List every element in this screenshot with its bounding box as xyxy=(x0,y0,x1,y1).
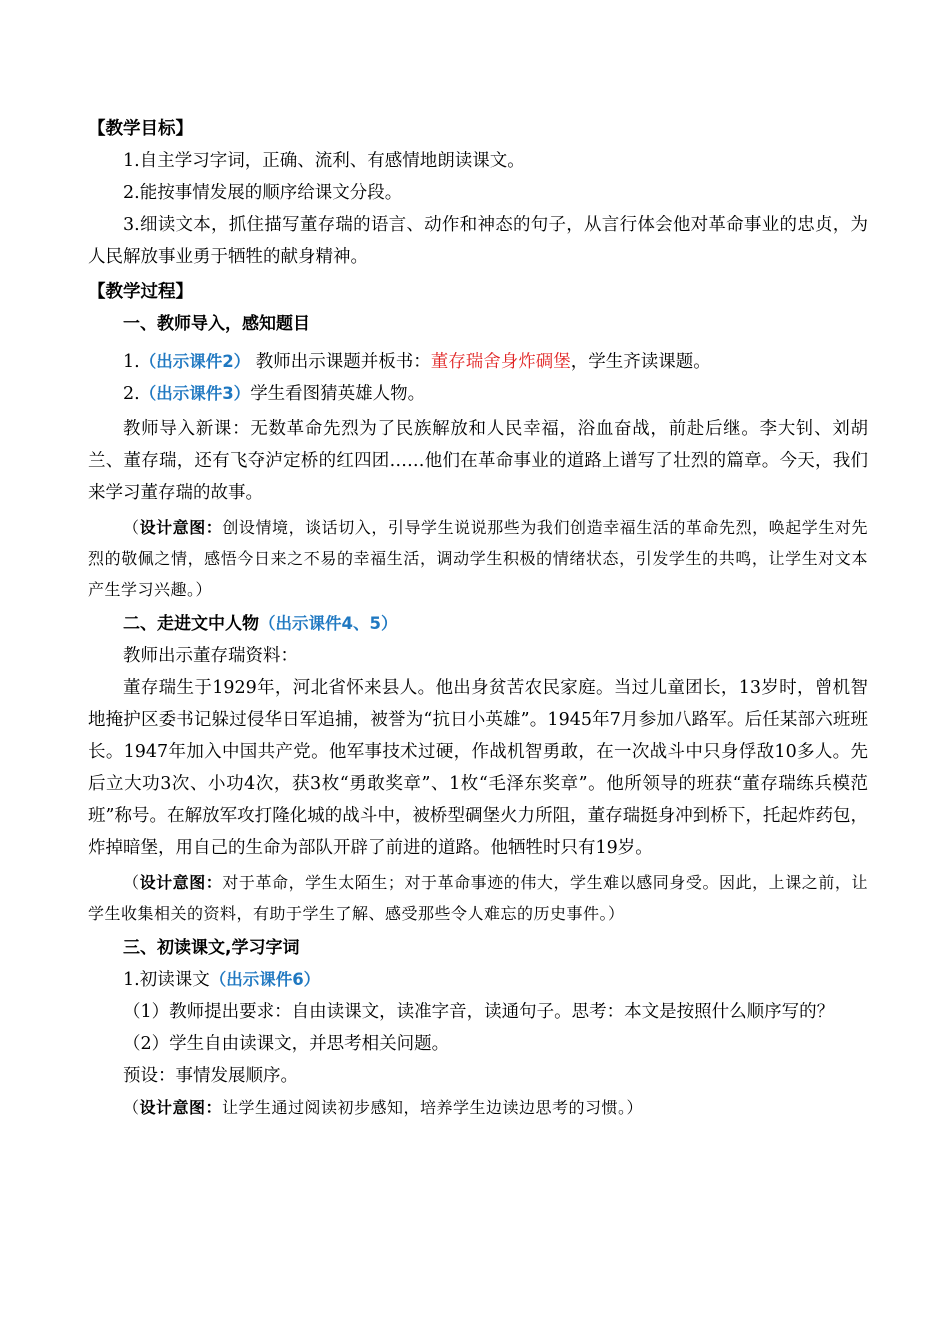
design-open-paren: （ xyxy=(123,873,140,892)
section-2-title-text: 二、走进文中人物 xyxy=(123,614,259,634)
courseware-tag: （出示课件6） xyxy=(209,970,321,989)
design-label: 设计意图： xyxy=(139,518,223,537)
courseware-tag: （出示课件4、5） xyxy=(259,614,398,633)
design-text: 创设情境，谈话切入，引导学生说说那些为我们创造幸福生活的革命先烈，唤起学生对先烈的敬佩之情，感悟今日来之不易的幸福生活，调动学生积极的情绪状态，引发学生的共鸣，让学生对文本产生学习兴趣。） xyxy=(88,518,868,599)
design-open-paren: （ xyxy=(123,1098,140,1117)
design-label: 设计意图： xyxy=(139,1098,223,1117)
step-number: 1. xyxy=(123,352,140,372)
design-open-paren: （ xyxy=(123,518,140,537)
design-text: 对于革命，学生太陌生；对于革命事迹的伟大，学生难以感同身受。因此，上课之前，让学生收集相关的资料，有助于学生了解、感受那些令人难忘的历史事件。） xyxy=(88,873,868,923)
step-text: 学生看图猜英雄人物。 xyxy=(250,384,426,404)
lesson-title-highlight: 董存瑞舍身炸碉堡 xyxy=(430,352,571,372)
section-1-step-2 xyxy=(88,378,868,410)
step-number: 2. xyxy=(123,384,140,404)
section-3-student-reading: （2）学生自由读课文，并思考相关问题。 xyxy=(123,1034,450,1054)
process-heading: 【教学过程】 xyxy=(88,282,193,302)
section-3-title: 三、初读课文,学习字词 xyxy=(123,938,300,958)
step-text: 教师出示课题并板书： xyxy=(250,352,431,372)
section-3-design-intent xyxy=(88,1092,868,1123)
section-1-step-1 xyxy=(88,346,868,378)
design-text: 让学生通过阅读初步感知，培养学生边读边思考的习惯。） xyxy=(222,1098,644,1117)
goal-item-3: 3.细读文本，抓住描写董存瑞的语言、动作和神态的句子，从言行体会他对革命事业的忠贞，为人民解放事业勇于牺牲的献身精神。 xyxy=(88,215,868,267)
step-text-end: ，学生齐读课题。 xyxy=(570,352,711,372)
section-3-preset-answer: 预设：事情发展顺序。 xyxy=(123,1066,298,1086)
section-2-biography: 董存瑞生于1929年，河北省怀来县人。他出身贫苦农民家庭。当过儿童团长，13岁时，曾机智地掩护区委书记躲过侵华日军追捕，被誉为“抗日小英雄”。1945年7月参加八路军。后任某部六班班长。1947年加入中国共产党。他军事技术过硬，作战机智勇敢，在一次战斗中只身俘敌10多人。先后立大功3次、小功4次，获3枚“勇敢奖章”、1枚“毛泽东奖章”。他所领导的班获“董存瑞练兵模范班”称号。在解放军攻打隆化城的战斗中，被桥型碉堡火力所阻，董存瑞挺身冲到桥下，托起炸药包，炸掉暗堡，用自己的生命为部队开辟了前进的道路。他牺牲时只有19岁。 xyxy=(88,678,868,858)
courseware-tag: （出示课件3） xyxy=(139,384,251,403)
section-1-intro-paragraph: 教师导入新课：无数革命先烈为了民族解放和人民幸福，浴血奋战，前赴后继。李大钊、刘胡兰、董存瑞，还有飞夺泸定桥的红四团……他们在革命事业的道路上谱写了壮烈的篇章。今天，我们来学习董存瑞的故事。 xyxy=(88,419,868,503)
goal-item-2: 2.能按事情发展的顺序给课文分段。 xyxy=(123,183,403,203)
section-2-design-intent xyxy=(88,867,868,929)
design-label: 设计意图： xyxy=(139,873,223,892)
section-3-requirement: （1）教师提出要求：自由读课文，读准字音，读通句子。思考：本文是按照什么顺序写的？ xyxy=(123,1002,835,1022)
document-page xyxy=(88,113,868,1123)
step-text: 1.初读课文 xyxy=(123,970,210,990)
section-3-step-1 xyxy=(88,964,868,996)
courseware-tag: （出示课件2） xyxy=(139,352,251,371)
section-2-intro: 教师出示董存瑞资料： xyxy=(123,646,298,666)
goal-item-1: 1.自主学习字词，正确、流利、有感情地朗读课文。 xyxy=(123,151,525,171)
section-1-title: 一、教师导入，感知题目 xyxy=(123,314,310,334)
section-1-design-intent xyxy=(88,512,868,605)
section-2-title xyxy=(88,608,868,640)
goals-heading: 【教学目标】 xyxy=(88,119,193,139)
